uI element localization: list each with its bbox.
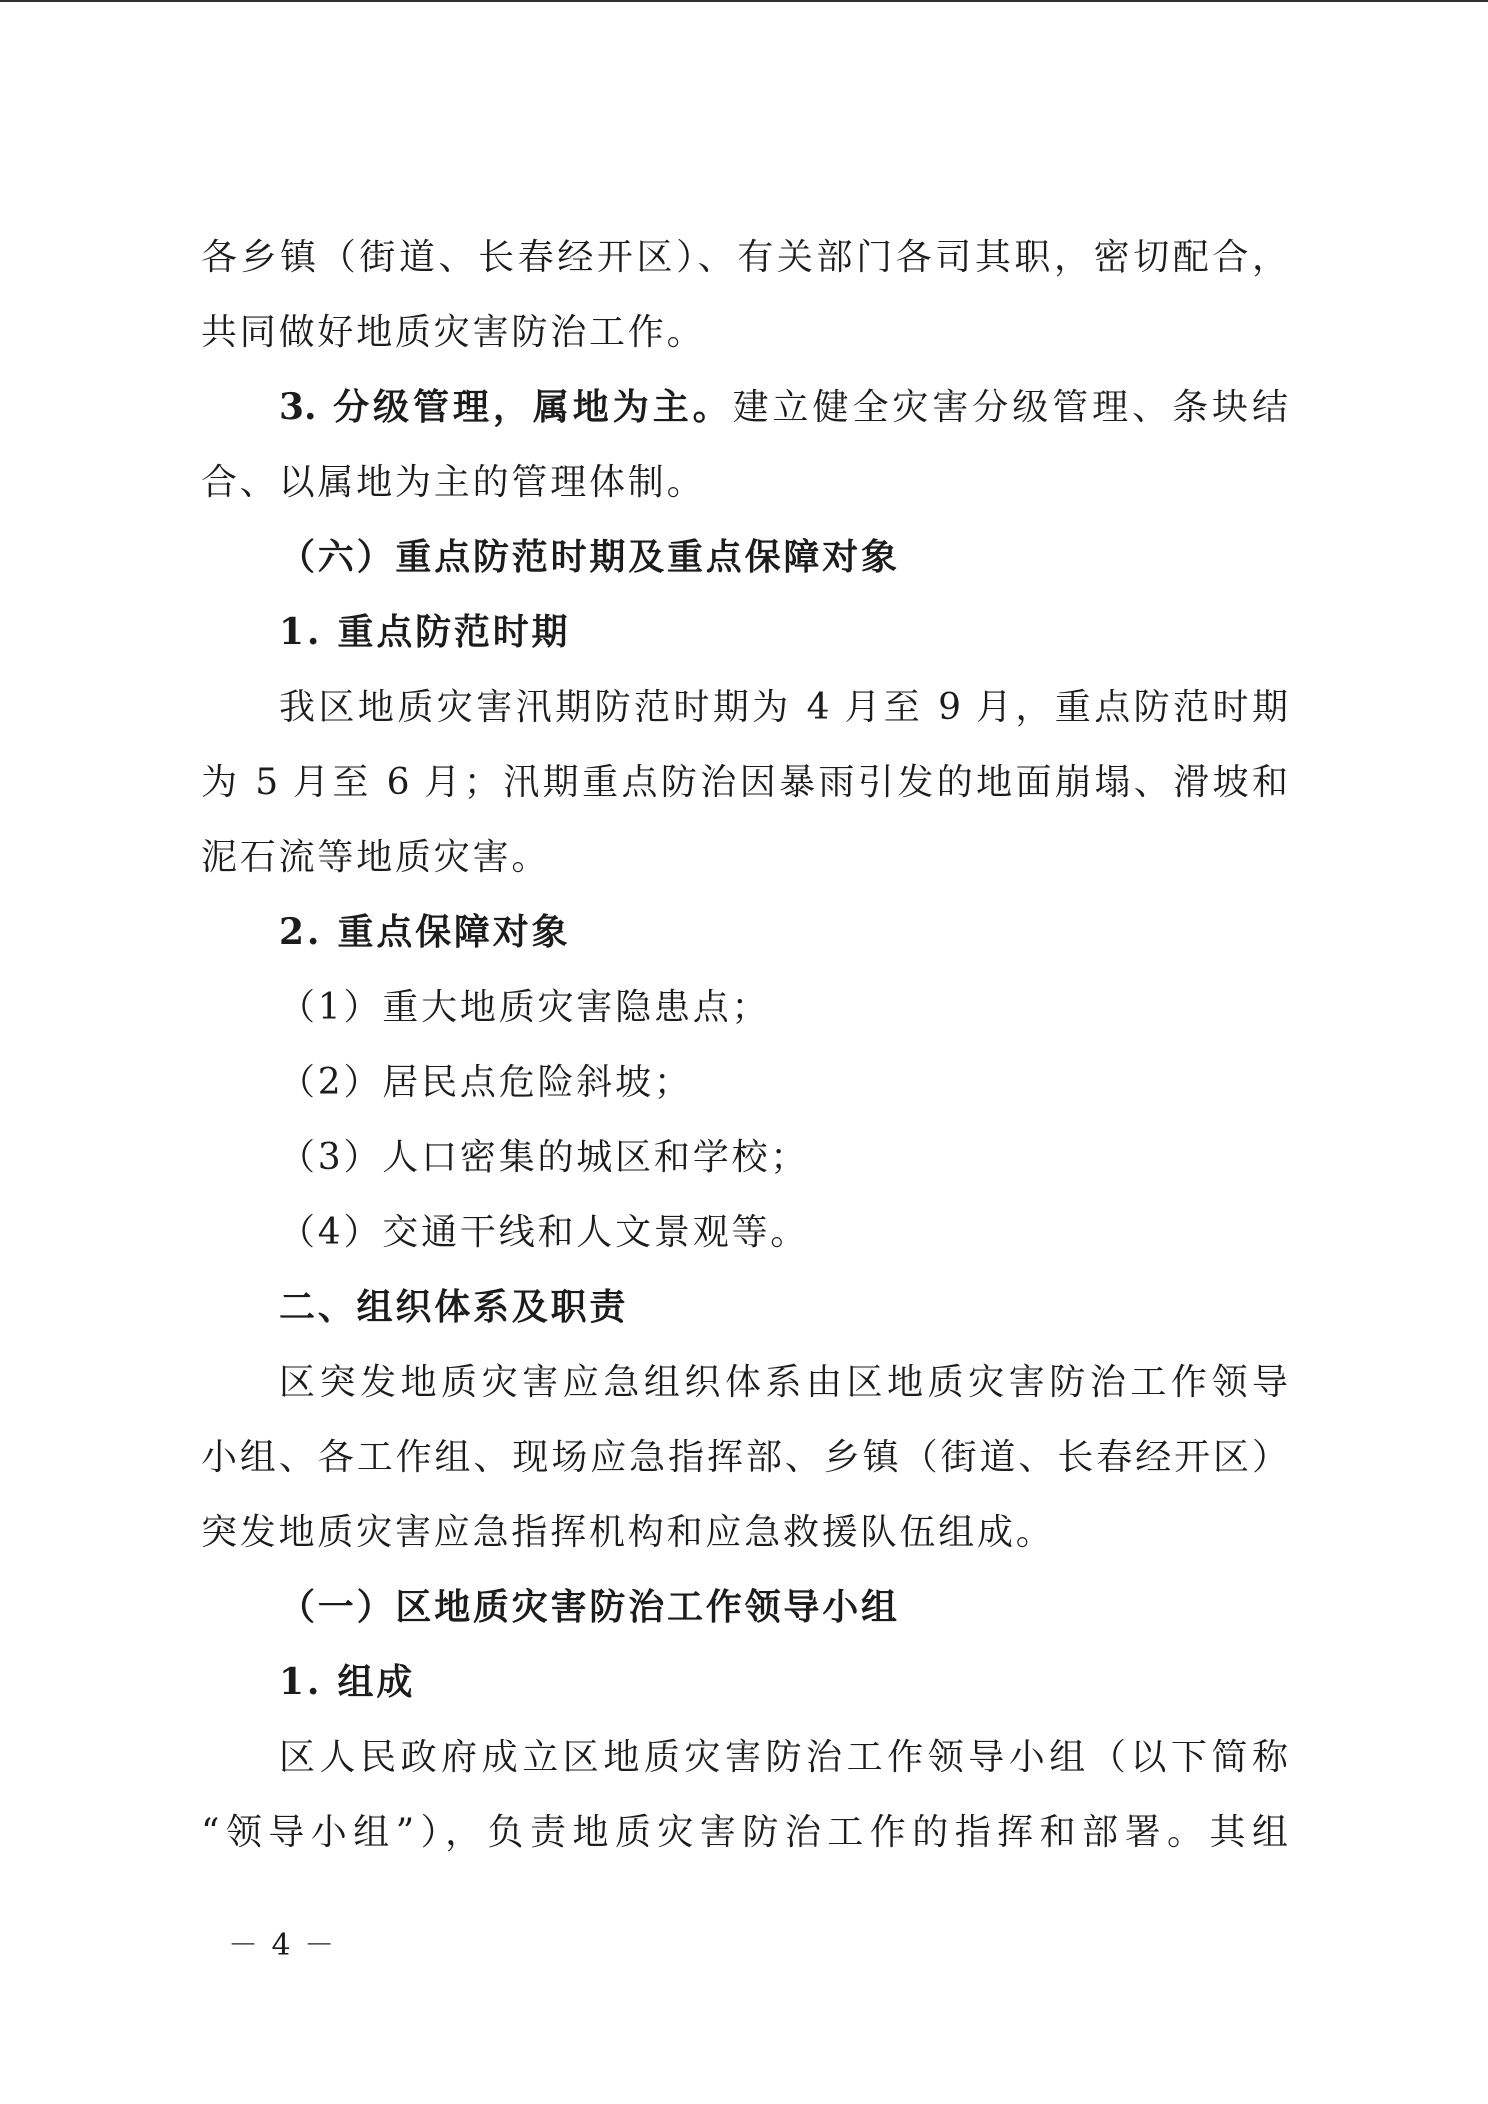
intro-line-2: 共同做好地质灾害防治工作。	[201, 312, 706, 353]
item3-heading: 3. 分级管理，属地为主。	[279, 386, 733, 428]
composition-line-2: “领导小组”），负责地质灾害防治工作的指挥和部署。其组	[201, 1812, 1288, 1853]
section-six-heading: （六）重点防范时期及重点保障对象	[279, 536, 900, 578]
key-target-item: （3）人口密集的城区和学校；	[279, 1137, 810, 1178]
composition-heading: 1. 组成	[279, 1661, 416, 1703]
item3-paragraph-line-1	[201, 370, 1288, 445]
key-target-item: （2）居民点危险斜坡；	[279, 1062, 693, 1103]
key-period-line-1: 我区地质灾害汛期防范时期为 4 月至 9 月，重点防范时期	[279, 687, 1288, 728]
org-system-line-3: 突发地质灾害应急指挥机构和应急救援队伍组成。	[201, 1512, 1055, 1553]
org-system-line-1: 区突发地质灾害应急组织体系由区地质灾害防治工作领导	[279, 1362, 1288, 1403]
key-target-item: （1）重大地质灾害隐患点；	[279, 987, 771, 1028]
key-period-line-2: 为 5 月至 6 月；汛期重点防治因暴雨引发的地面崩塌、滑坡和	[201, 762, 1288, 803]
section-one-heading: （一）区地质灾害防治工作领导小组	[279, 1586, 900, 1628]
chapter-two-heading: 二、组织体系及职责	[279, 1286, 629, 1328]
item3-paragraph-line-2: 合、以属地为主的管理体制。	[201, 462, 706, 503]
key-period-heading: 1. 重点防范时期	[279, 611, 571, 653]
intro-line-1: 各乡镇（街道、长春经开区）、有关部门各司其职，密切配合，	[201, 237, 1288, 278]
composition-line-1: 区人民政府成立区地质灾害防治工作领导小组（以下简称	[279, 1737, 1288, 1778]
key-period-line-3: 泥石流等地质灾害。	[201, 837, 551, 878]
page-number: － 4 －	[228, 1928, 337, 1963]
org-system-line-2: 小组、各工作组、现场应急指挥部、乡镇（街道、长春经开区）	[201, 1437, 1288, 1478]
item3-text: 建立健全灾害分级管理、条块结	[732, 387, 1288, 428]
page-top-edge	[0, 0, 1488, 2]
document-body	[201, 220, 1288, 1870]
key-target-item: （4）交通干线和人文景观等。	[279, 1212, 810, 1253]
key-targets-heading: 2. 重点保障对象	[279, 911, 571, 953]
